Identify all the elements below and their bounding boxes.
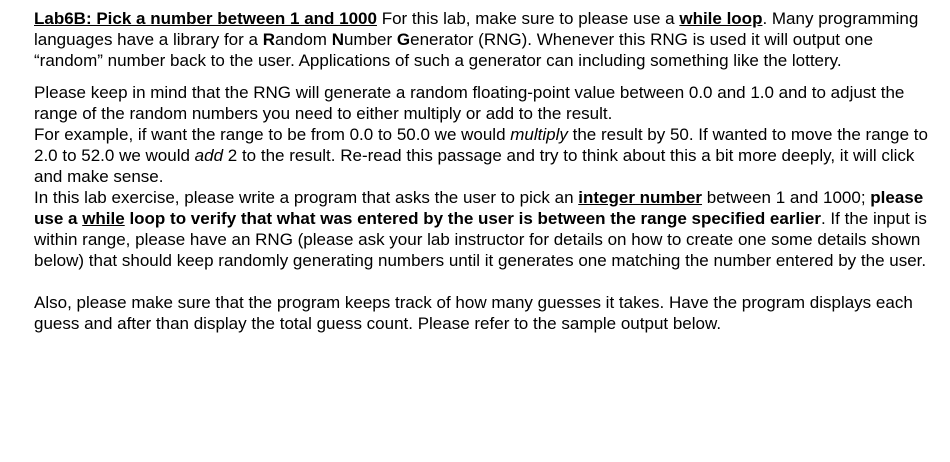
integer-number-emphasis: integer number xyxy=(578,188,703,207)
rng-range-text: Please keep in mind that the RNG will generate a random floating-point value between 0.0 and 1.0 and to adjust the range of the random numbers you need to either multiply or add to the result. xyxy=(34,83,905,123)
exercise-bold-1: please use a xyxy=(34,188,924,228)
example-paragraph xyxy=(34,124,938,187)
rng-letter-n: N xyxy=(331,30,344,49)
rng-letter-r: R xyxy=(262,30,275,49)
intro-paragraph xyxy=(34,8,938,71)
exercise-bold-2: loop to verify that what was entered by the user is between the range specified earlier xyxy=(124,209,821,228)
rng-letter-g: G xyxy=(396,30,411,49)
rng-word-umber: umber xyxy=(343,30,397,49)
exercise-paragraph xyxy=(34,187,938,271)
while-emphasis: while xyxy=(82,209,125,228)
example-text-3: 2 to the result. Re-read this passage and try to think about this a bit more deeply, it will click and make sense. xyxy=(34,146,915,186)
multiply-emphasis: multiply xyxy=(510,125,568,144)
example-text-1: For example, if want the range to be from 0.0 to 50.0 we would xyxy=(34,125,511,144)
example-text-2: the result by 50. If wanted to move the range to 2.0 to 52.0 we would xyxy=(34,125,928,165)
while-loop-emphasis: while loop xyxy=(679,9,763,28)
exercise-text-1: In this lab exercise, please write a program that asks the user to pick an xyxy=(34,188,579,207)
intro-text-1: For this lab, make sure to please use a xyxy=(376,9,680,28)
guess-count-text: Also, please make sure that the program keeps track of how many guesses it takes. Have the program displays each guess and after than display the total guess count. Please refer to the sample output below. xyxy=(34,293,913,333)
exercise-text-2: between 1 and 1000; xyxy=(702,188,871,207)
exercise-text-3: . If the input is within range, please have an RNG (please ask your lab instructor for details on how to create one some details shown below) that should keep randomly generating numbers until it generates one matching the number entered by the user. xyxy=(34,209,927,270)
rng-range-paragraph xyxy=(34,82,938,124)
rng-word-andom: andom xyxy=(274,30,332,49)
add-emphasis: add xyxy=(194,146,224,165)
intro-text-3: enerator (RNG). Whenever this RNG is used it will output one “random” number back to the user. Applications of such a generator can including something like the lottery. xyxy=(34,30,874,70)
guess-count-paragraph xyxy=(34,292,938,334)
intro-text-2: . Many programming languages have a library for a xyxy=(34,9,919,49)
lab-title: Lab6B: Pick a number between 1 and 1000 xyxy=(34,9,377,28)
